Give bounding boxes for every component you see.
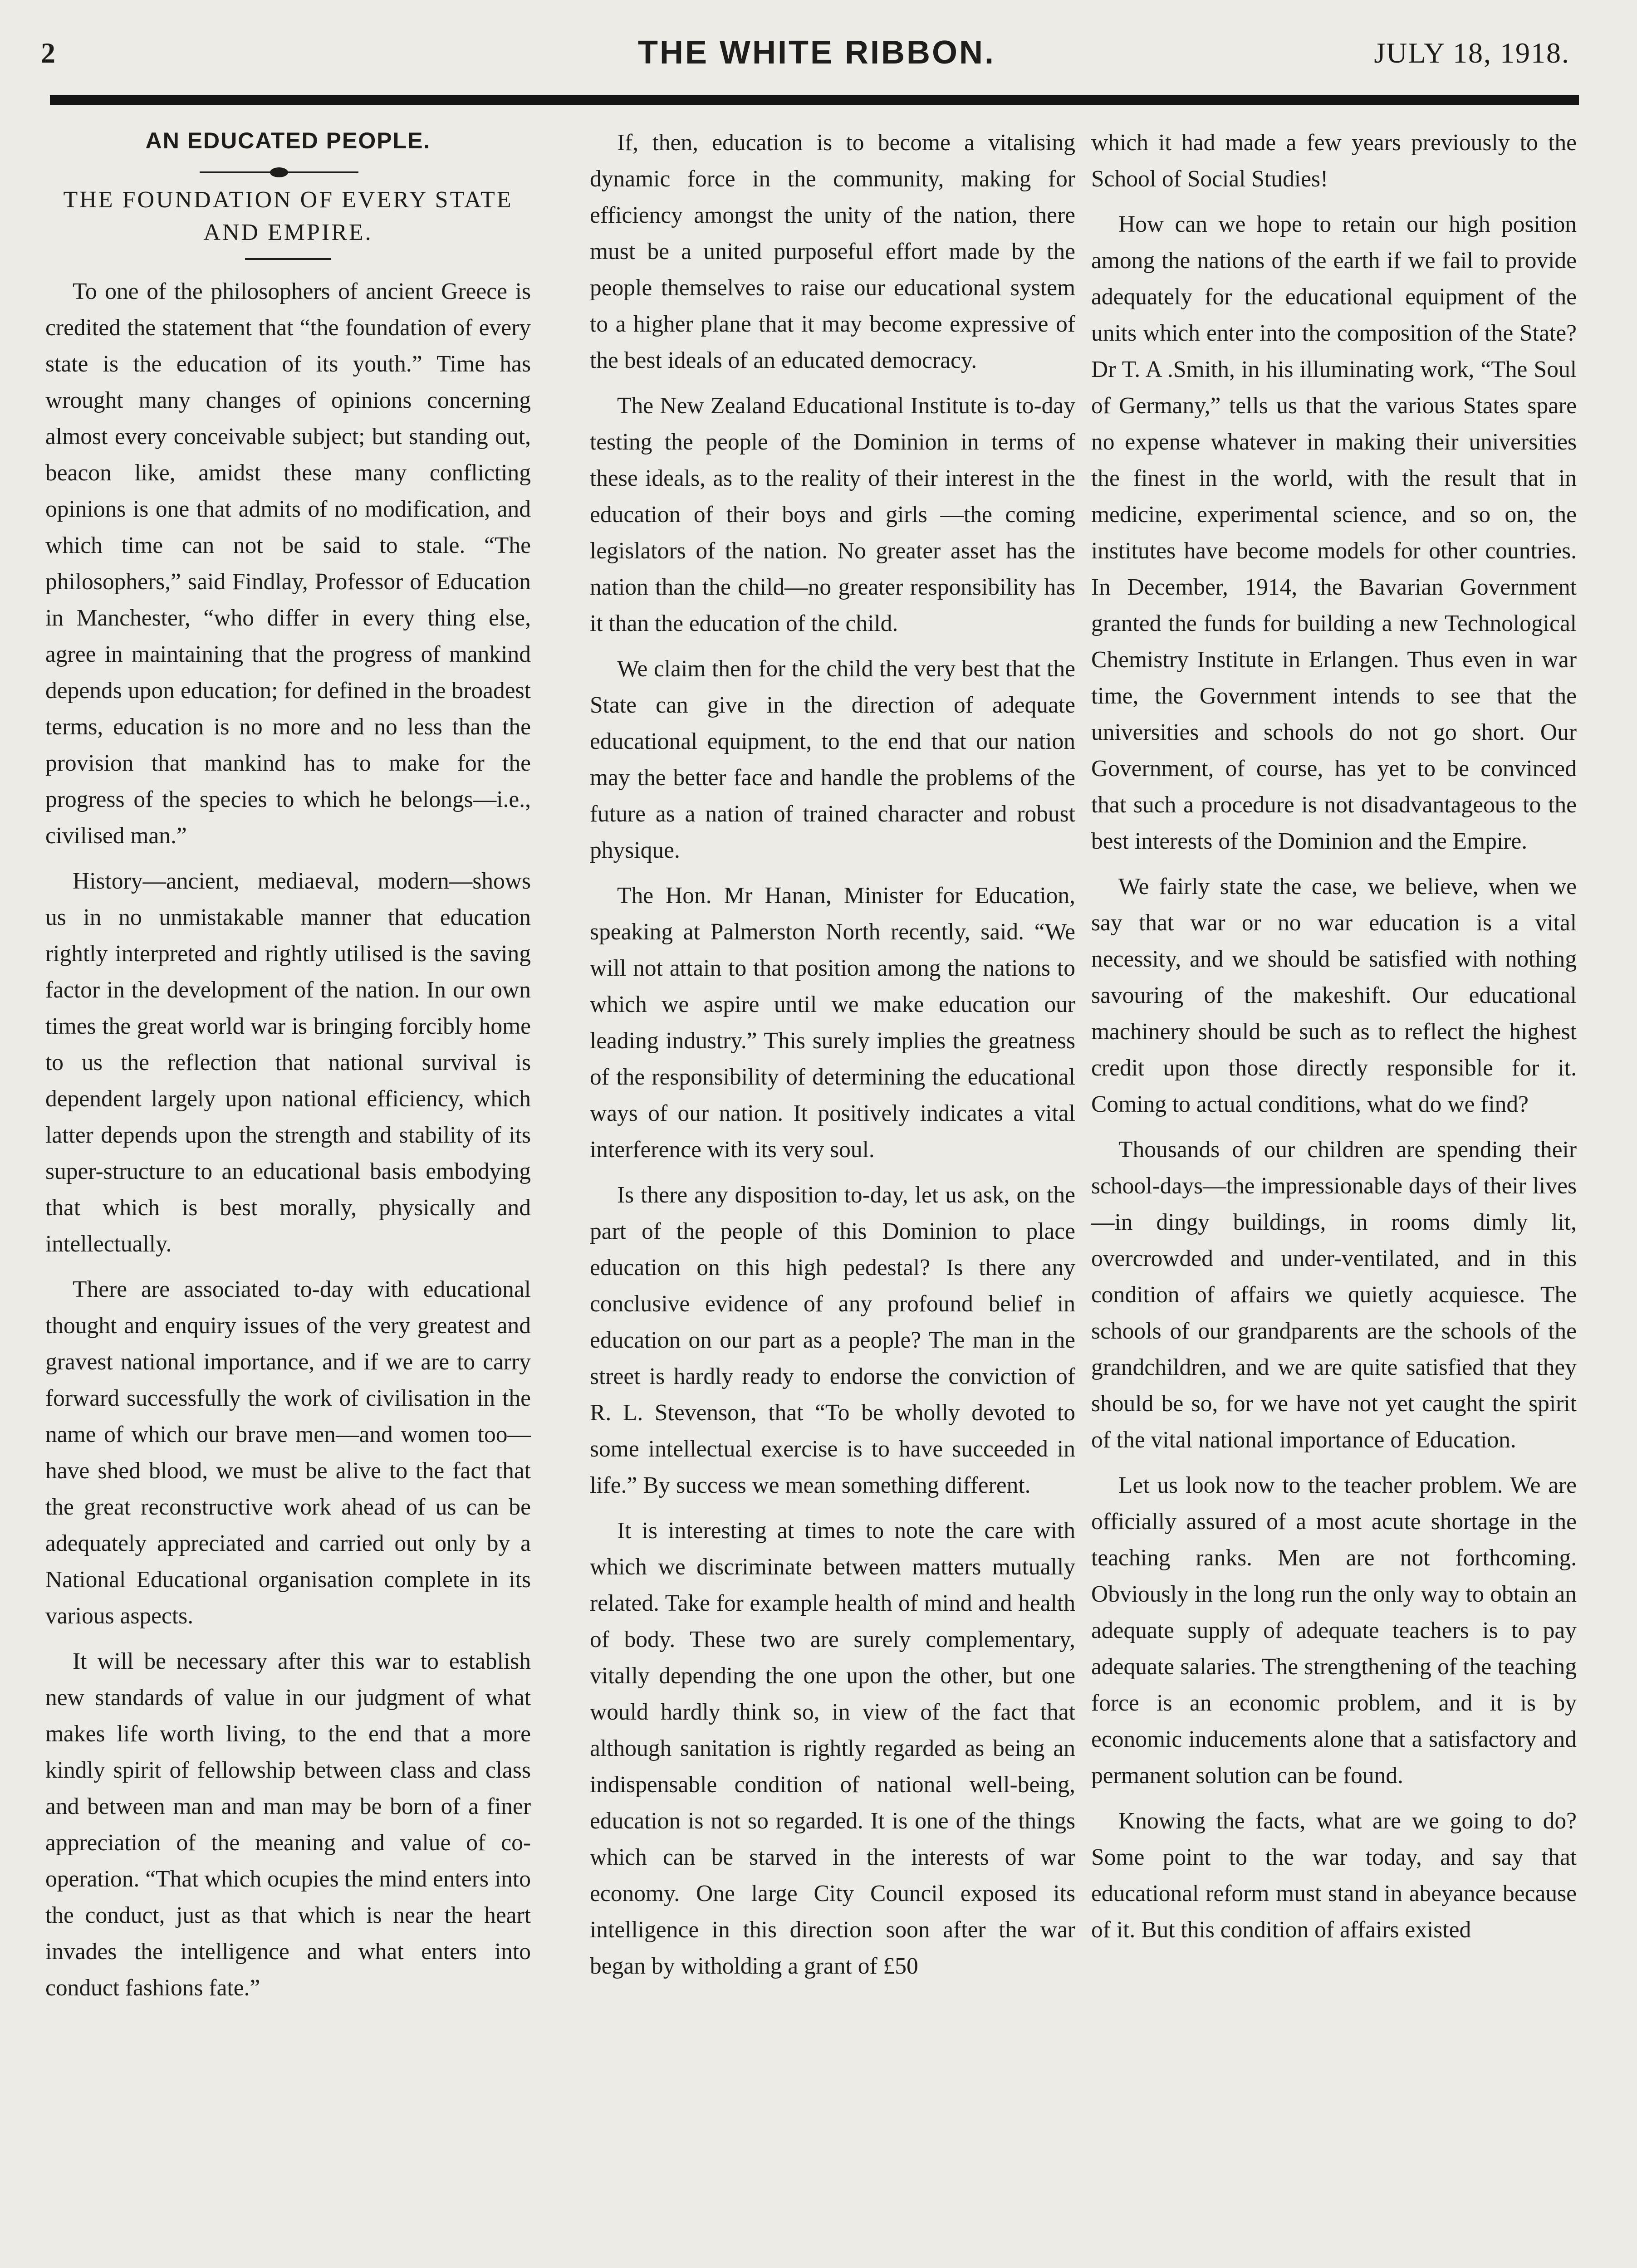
paragraph: Let us look now to the teacher problem. We are officially assured of a most acute shortage in the teaching ranks. Men are not forthcoming. Obviously in the long run the only way to obtain an adequate supply of adequate teachers is to pay adequate salaries. The strengthening of the teaching force is an economic problem, and it is by economic inducements alone that a satisfactory and permanent solution can be found. — [1091, 1472, 1577, 1789]
masthead — [41, 32, 1593, 77]
paragraph: Is there any disposition to-day, let us ask, on the part of the people of this Dominion to place education on this high pedestal? Is there any conclusive evidence of any profound belief in education on our part as a people? The man in the street is hardly ready to endorse the conviction of R. L. Stevenson, that “To be wholly devoted to some intellectual exercise is to have succeeded in life.” By success we mean something different. — [590, 1182, 1075, 1498]
paragraph: To one of the philosophers of ancient Greece is credited the statement that “the foundation of every state is the education of its youth.” Time has wrought many changes of opinions concerning almost every conceivable subject; but standing out, beacon like, amidst these many conflicting opinions is one that admits of no modification, and which time can not be said to stale. “The philosophers,” said Findlay, Professor of Education in Manchester, “who differ in every thing else, agree in maintaining that the progress of mankind depends upon education; for defined in the broadest terms, education is no more and no less than the provision that mankind has to make for the progress of the species to which he belongs—i.e., civilised man.” — [45, 279, 531, 849]
column-2 — [590, 125, 1075, 1994]
article-headline: AN EDUCATED PEOPLE. — [145, 128, 431, 153]
paragraph: There are associated to-day with educational thought and enquiry issues of the very greatest and gravest national importance, and if we are to carry forward successfully the work of civilisation in the name of which our brave men—and women too— have shed blood, we must be alive to the fact that the great reconstructive work ahead of us can be adequately appreciated and carried out only by a National Educational organisation complete in its various aspects. — [45, 1276, 531, 1629]
paragraph: It will be necessary after this war to establish new standards of value in our judgment of what makes life worth living, to the end that a more kindly spirit of fellowship between class and class and between man and man may be born of a finer appreciation of the meaning and value of co-operation. “That which ocupies the mind enters into the conduct, just as that which is near the heart invades the intelligence and what enters into conduct fashions fate.” — [45, 1648, 531, 2001]
masthead-rule — [50, 95, 1579, 105]
page-number: 2 — [41, 37, 55, 69]
issue-date: JULY 18, 1918. — [1374, 37, 1570, 69]
paragraph: It is interesting at times to note the care with which we discriminate between matters mutually related. Take for example health of mind and health of body. These two are surely complementary, vitally depending the one upon the other, but one would hardly think so, in view of the fact that although sanitation is rightly regarded as being an indispensable condition of national well-being, education is not so regarded. It is one of the things which can be starved in the interests of war economy. One large City Council exposed its intelligence in this direction soon after the war began by witholding a grant of £50 — [590, 1518, 1075, 1979]
paragraph: The Hon. Mr Hanan, Minister for Education, speaking at Palmerston North recently, said. “We will not attain to that position among the nations to which we aspire until we make education our leading industry.” This surely implies the greatness of the responsibility of determining the educational ways of our nation. It positively indicates a vital interference with its very soul. — [590, 883, 1075, 1163]
column-3 — [1091, 125, 1577, 1957]
short-rule — [245, 258, 331, 260]
paragraph: which it had made a few years previously to the School of Social Studies! — [1091, 130, 1577, 192]
column-1 — [45, 125, 531, 2015]
paragraph: How can we hope to retain our high position among the nations of the earth if we fail to provide adequately for the educational equipment of the units which enter into the composition of the State? Dr T. A .Smith, in his illuminating work, “The Soul of Germany,” tells us that the various States spare no expense whatever in making their universities the finest in the world, with the result that in medicine, experimental science, and so on, the institutes have become models for other countries. In December, 1914, the Bavarian Government granted the funds for building a new Technological Chemistry Institute in Erlangen. Thus even in war time, the Government intends to see that the universities and schools do not go short. Our Government, of course, has yet to be convinced that such a procedure is not disadvantageous to the best interests of the Dominion and the Empire. — [1091, 211, 1577, 854]
ornament-divider — [45, 166, 531, 179]
paragraph: If, then, education is to become a vitalising dynamic force in the community, making for efficiency amongst the unity of the nation, there must be a united purposeful effort made by the people themselves to raise our educational system to a higher plane that it may become expressive of the best ideals of an educated democracy. — [590, 130, 1075, 373]
paragraph: Thousands of our children are spending their school-days—the impressionable days of their lives—in dingy buildings, in rooms dimly lit, overcrowded and under-ventilated, and in this condition of affairs we quietly acquiesce. The schools of our grandparents are the schools of the grandchildren, and we are quite satisfied that they should be so, for we have not yet caught the spirit of the vital national importance of Education. — [1091, 1137, 1577, 1453]
paragraph: The New Zealand Educational Institute is to-day testing the people of the Dominion in terms of these ideals, as to the reality of their interest in the education of their boys and girls —the coming legislators of the nation. No greater asset has the nation than the child—no greater responsibility has it than the education of the child. — [590, 393, 1075, 636]
paragraph: Knowing the facts, what are we going to do? Some point to the war today, and say that educational reform must stand in abeyance because of it. But this condition of affairs existed — [1091, 1808, 1577, 1943]
paragraph: We claim then for the child the very best that the State can give in the direction of adequate educational equipment, to the end that our nation may the better face and handle the problems of the future as a nation of trained character and robust physique. — [590, 656, 1075, 863]
paragraph: History—ancient, mediaeval, modern—shows us in no unmistakable manner that education rightly interpreted and rightly utilised is the saving factor in the development of the nation. In our own times the great world war is bringing forcibly home to us the reflection that national survival is dependent largely upon national efficiency, which latter depends upon the strength and stability of its super-structure to an educational basis embodying that which is best morally, physically and intellectually. — [45, 868, 531, 1257]
article-subheadline: THE FOUNDATION OF EVERY STATE AND EMPIRE. — [63, 187, 513, 245]
newspaper-title: THE WHITE RIBBON. — [638, 34, 995, 71]
paragraph: We fairly state the case, we believe, when we say that war or no war education is a vital necessity, and we should be satisfied with nothing savouring of the makeshift. Our educational machinery should be such as to reflect the highest credit upon those directly responsible for it. Coming to actual conditions, what do we find? — [1091, 874, 1577, 1117]
